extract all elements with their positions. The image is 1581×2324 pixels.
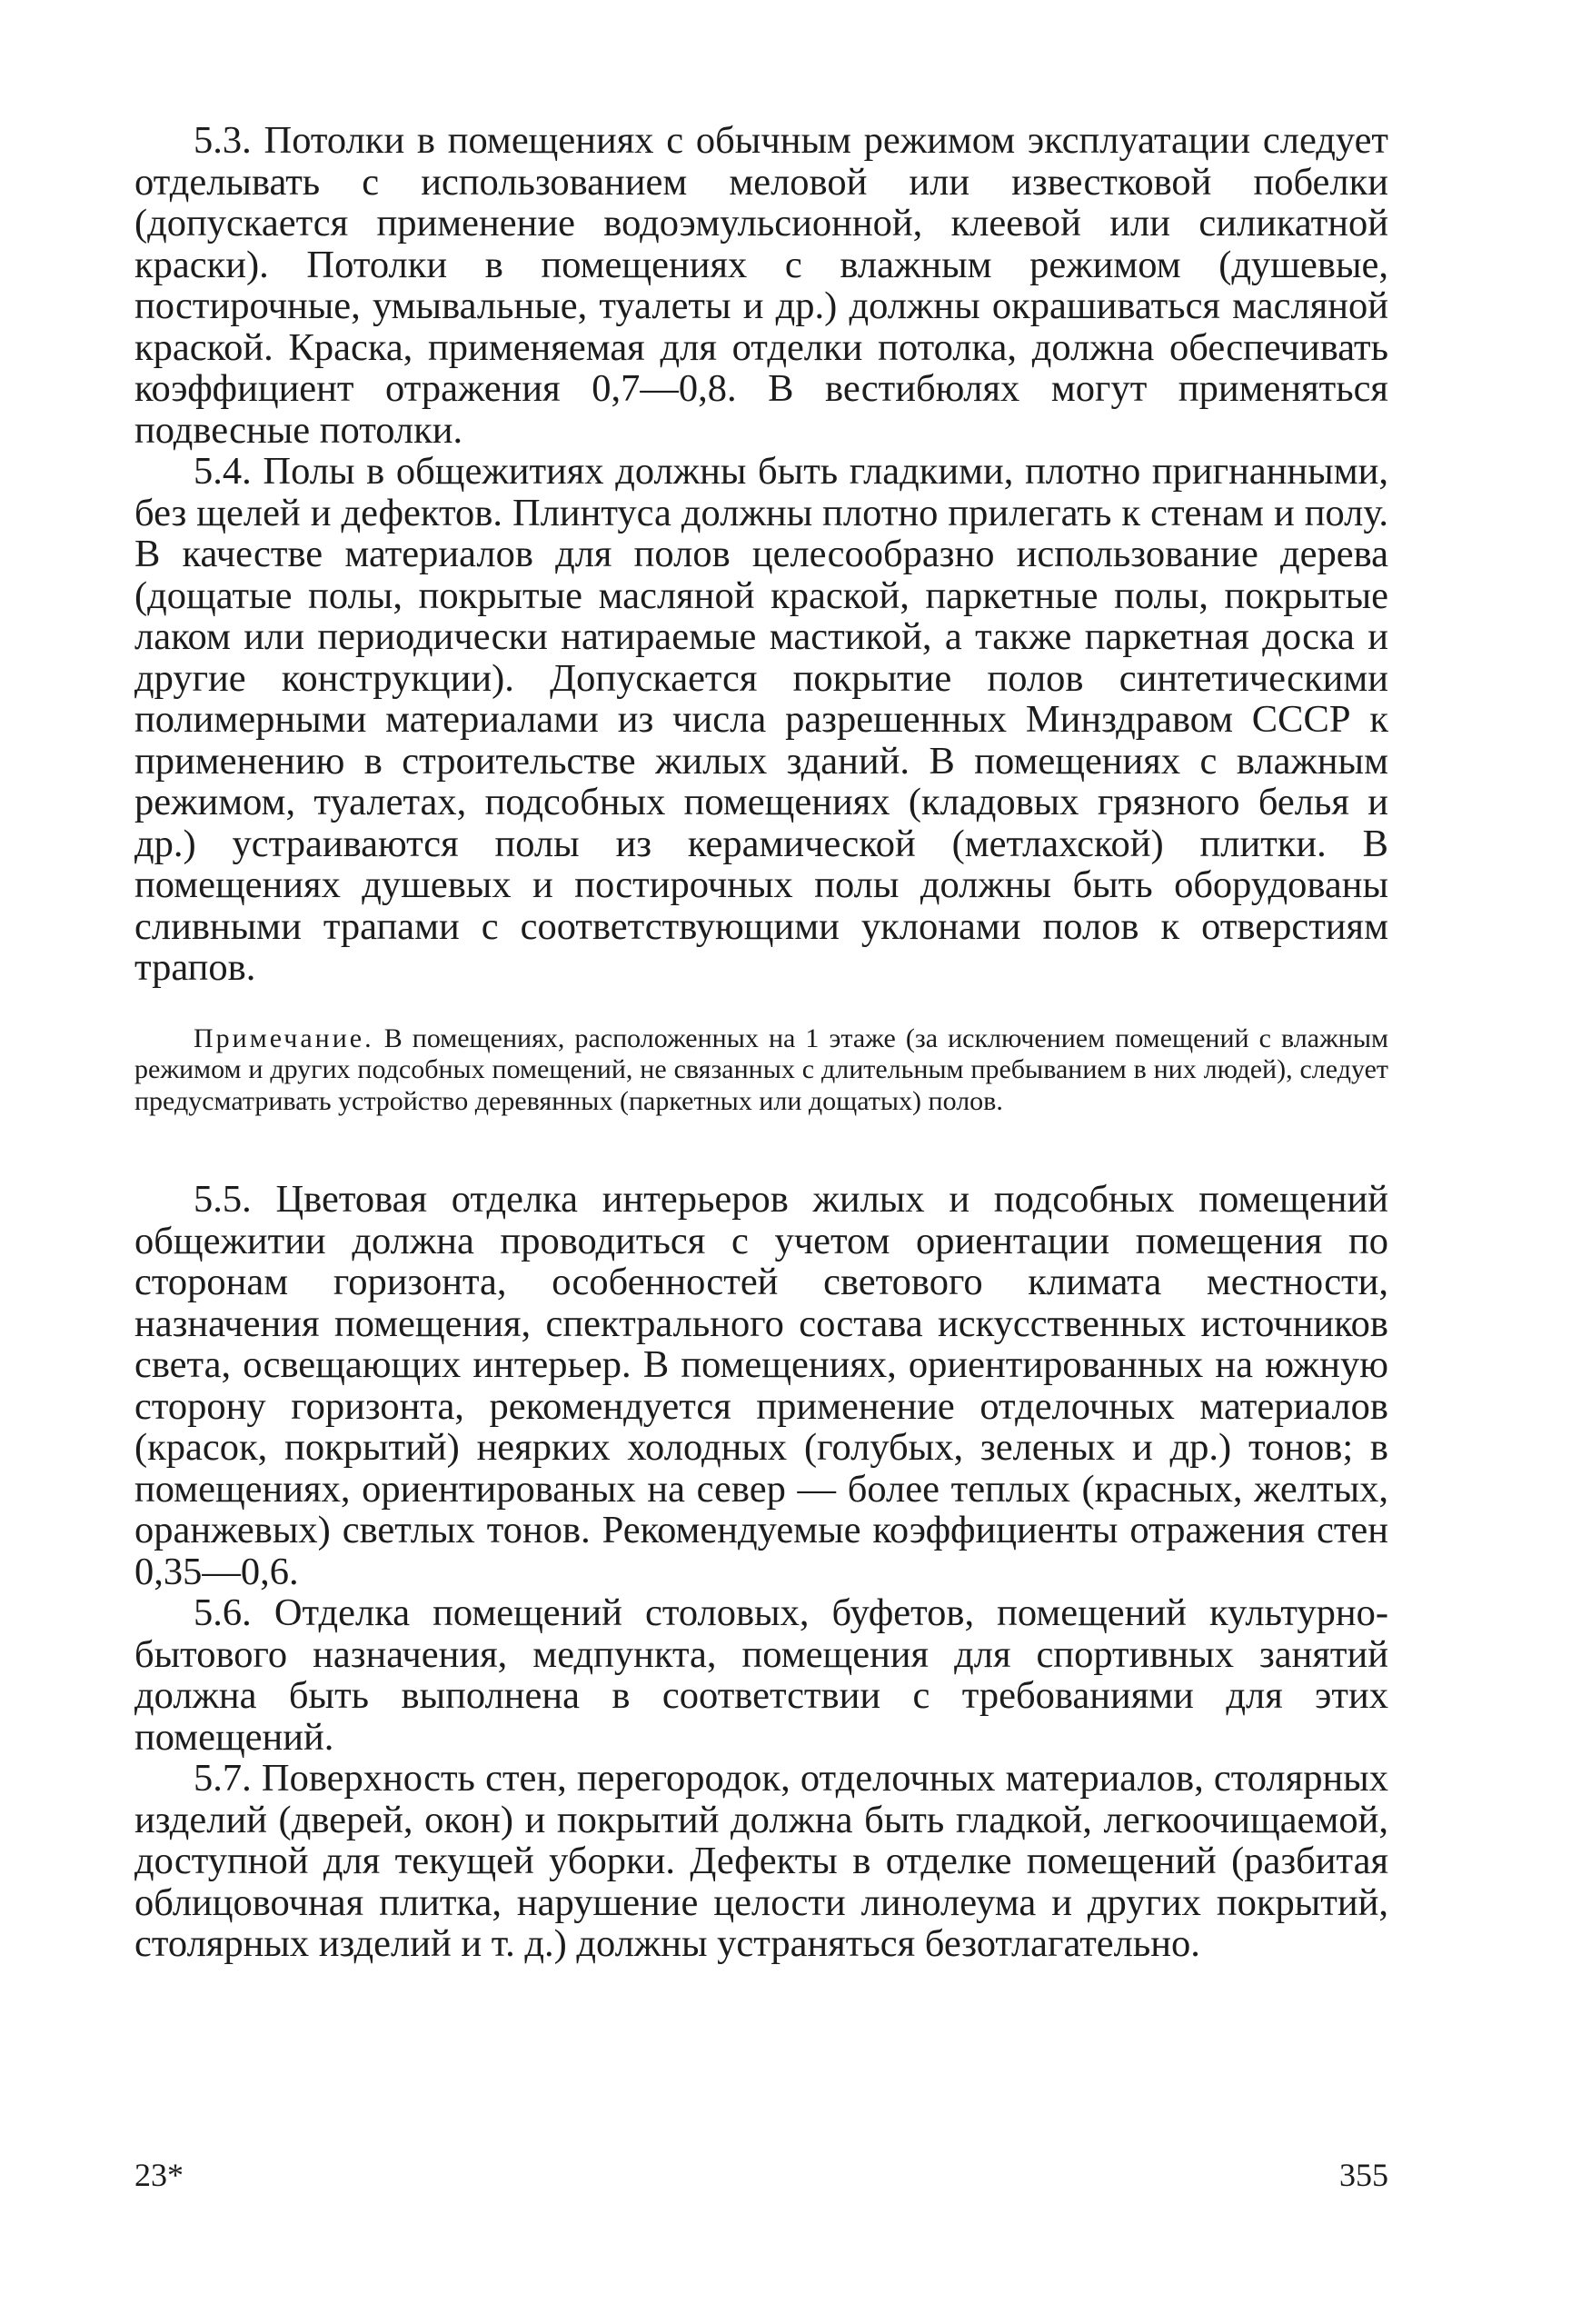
paragraph-text: Полы в общежитиях должны быть гладкими, плотно пригнанными, без щелей и дефектов. Плинтуса должны плотно прилегать к стенам и полу. В качестве материалов для полов целесообразно использование дерева (дощатые полы, покрытые масляной краской, паркетные полы, покрытые лаком или периодически натираемые мастикой, а также паркетная доска и другие конструкции). Допускается покрытие полов синтетическими полимерными материалами из числа разрешенных Минздравом СССР к применению в строительстве жилых зданий. В помещениях с влажным режимом, туалетах, подсобных помещениях (кладовых грязного белья и др.) устраиваются полы из керамической (метлахской) плитки. В помещениях душевых и постирочных полы должны быть оборудованы сливными трапами с соответствующими уклонами полов к отверстиям трапов. — [134, 450, 1388, 989]
paragraph-5-4 — [134, 451, 1388, 989]
page-footer — [134, 2152, 1388, 2198]
folio-signature: 23* — [134, 2157, 184, 2193]
paragraph-number: 5.4. — [194, 450, 252, 493]
paragraph-text: Отделка помещений столовых, буфетов, помещений культурно-бытового назначения, медпункта, помещения для спортивных занятий должна быть выполнена в соответствии с требованиями для этих помещений. — [134, 1591, 1389, 1759]
paragraph-number: 5.5. — [194, 1178, 252, 1221]
paragraph-5-3 — [134, 120, 1388, 451]
page-body — [134, 120, 1388, 1965]
note-text: В помещениях, расположенных на 1 этаже (за исключением помещений с влажным режимом и других подсобных помещений, не связанных с длительным пребыванием в них людей), следует предусматривать устройство деревянных (паркетных или дощатых) полов. — [134, 1022, 1388, 1116]
note-paragraph — [134, 1023, 1388, 1118]
paragraph-number: 5.7. — [194, 1757, 252, 1800]
paragraph-5-7 — [134, 1758, 1388, 1965]
paragraph-text: Цветовая отделка интерьеров жилых и подсобных помещений общежитии должна проводиться с учетом ориентации помещения по сторонам горизонта, особенностей светового климата местности, назначения помещения, спектрального состава искусственных источников света, освещающих интерьер. В помещениях, ориентированных на южную сторону горизонта, рекомендуется применение отделочных материалов (красок, покрытий) неярких холодных (голубых, зеленых и др.) тонов; в помещениях, ориентированых на север — более теплых (красных, желтых, оранжевых) светлых тонов. Рекомендуемые коэффициенты отражения стен 0,35—0,6. — [134, 1178, 1388, 1593]
paragraph-text: Потолки в помещениях с обычным режимом эксплуатации следует отделывать с использованием меловой или известковой побелки (допускается применение водоэмульсионной, клеевой или силикатной краски). Потолки в помещениях с влажным режимом (душевые, постирочные, умывальные, туалеты и др.) должны окрашиваться масляной краской. Краска, применяемая для отделки потолка, должна обеспечивать коэффициент отражения 0,7—0,8. В вестибюлях могут применяться подвесные потолки. — [134, 119, 1389, 452]
note-label: Примечание. — [194, 1022, 374, 1053]
paragraph-number: 5.3. — [194, 119, 252, 162]
paragraph-5-6 — [134, 1592, 1388, 1758]
page-number: 355 — [1339, 2157, 1388, 2193]
paragraph-number: 5.6. — [194, 1591, 252, 1634]
paragraph-text: Поверхность стен, перегородок, отделочных материалов, столярных изделий (дверей, окон) и покрытий должна быть гладкой, легкоочищаемой, доступной для текущей уборки. Дефекты в отделке помещений (разбитая облицовочная плитка, нарушение целости линолеума и других покрытий, столярных изделий и т. д.) должны устраняться безотлагательно. — [134, 1757, 1388, 1965]
paragraph-5-5 — [134, 1179, 1388, 1592]
